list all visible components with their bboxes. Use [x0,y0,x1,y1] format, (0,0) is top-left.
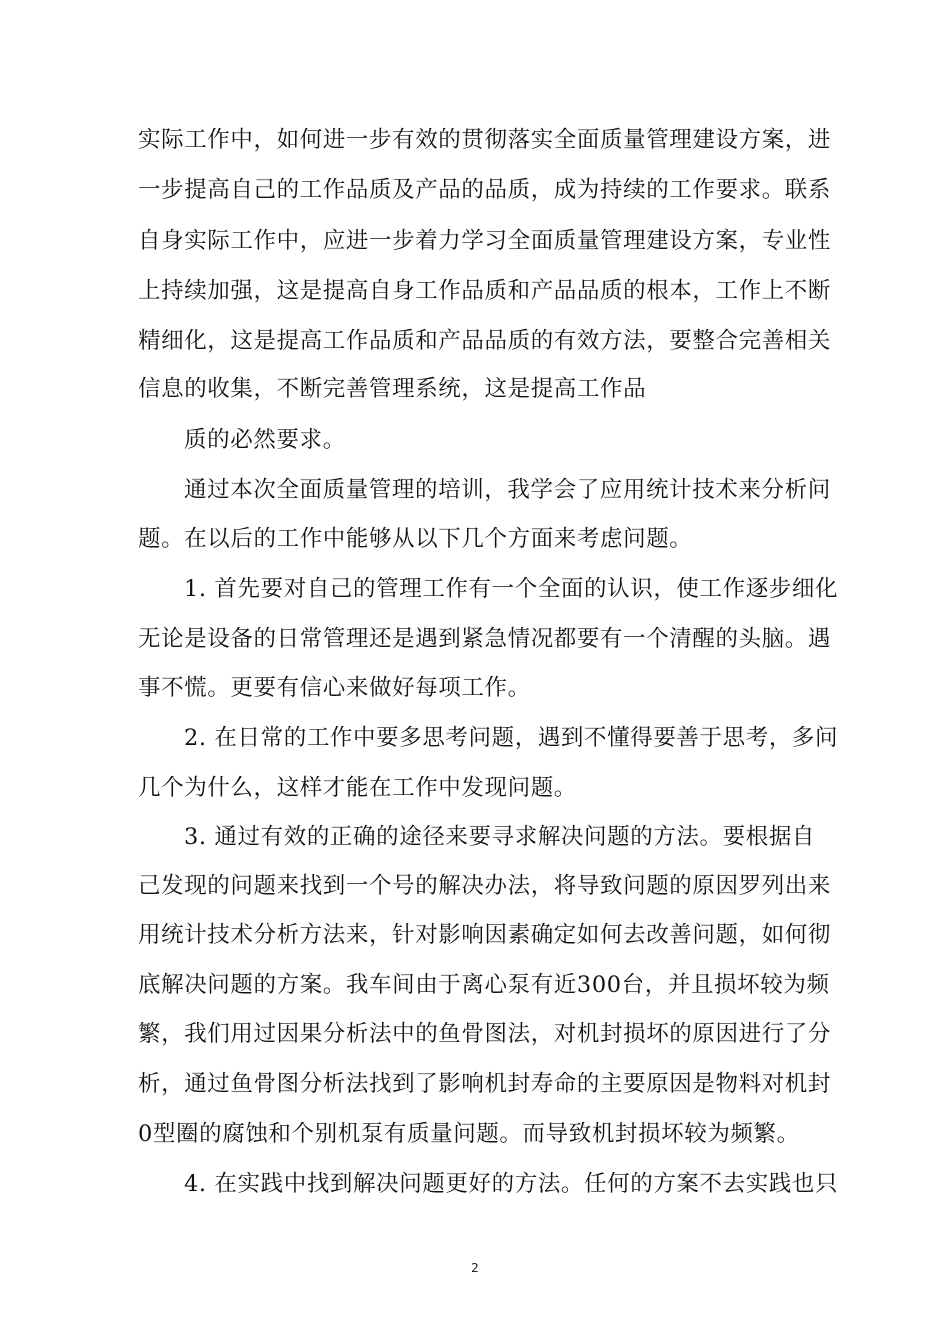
text-line: 事不慌。更要有信心来做好每项工作。 [138,675,531,701]
text-line: 底解决问题的方案。我车间由于离心泵有近300台，并且损坏较为频 [138,972,830,998]
text-line: 一步提高自己的工作品质及产品的品质，成为持续的工作要求。联系 [138,177,832,203]
text-line: 自身实际工作中，应进一步着力学习全面质量管理建设方案，专业性 [138,228,832,254]
text-line: 信息的收集，不断完善管理系统，这是提高工作品 [138,376,647,402]
text-line: 无论是设备的日常管理还是遇到紧急情况都要有一个清醒的头脑。遇 [138,626,832,652]
text-line: 用统计技术分析方法来，针对影响因素确定如何去改善问题，如何彻 [138,922,832,948]
text-line: 1. 首先要对自己的管理工作有一个全面的认识，使工作逐步细化 [184,576,839,602]
page-number: 2 [471,1261,479,1275]
text-line: 质的必然要求。 [184,427,346,453]
text-line: 4. 在实践中找到解决问题更好的方法。任何的方案不去实践也只 [184,1171,839,1197]
text-line: 己发现的问题来找到一个号的解决办法，将导致问题的原因罗列出来 [138,873,832,899]
text-line: 题。在以后的工作中能够从以下几个方面来考虑问题。 [138,526,693,552]
text-line: 析，通过鱼骨图分析法找到了影响机封寿命的主要原因是物料对机封 [138,1071,832,1097]
text-line: 2. 在日常的工作中要多思考问题，遇到不懂得要善于思考，多问 [184,725,839,751]
text-line: 几个为什么，这样才能在工作中发现问题。 [138,775,577,801]
text-line: 上持续加强，这是提高自身工作品质和产品品质的根本，工作上不断 [138,278,832,304]
text-line: 3. 通过有效的正确的途径来要寻求解决问题的方法。要根据自 [184,824,816,850]
text-line: 繁，我们用过因果分析法中的鱼骨图法，对机封损坏的原因进行了分 [138,1021,832,1047]
text-line: 实际工作中，如何进一步有效的贯彻落实全面质量管理建设方案，进 [138,127,832,153]
text-line: 0型圈的腐蚀和个别机泵有质量问题。而导致机封损坏较为频繁。 [138,1121,800,1147]
text-line: 通过本次全面质量管理的培训，我学会了应用统计技术来分析问 [184,477,831,503]
text-line: 精细化，这是提高工作品质和产品品质的有效方法，要整合完善相关 [138,328,832,354]
